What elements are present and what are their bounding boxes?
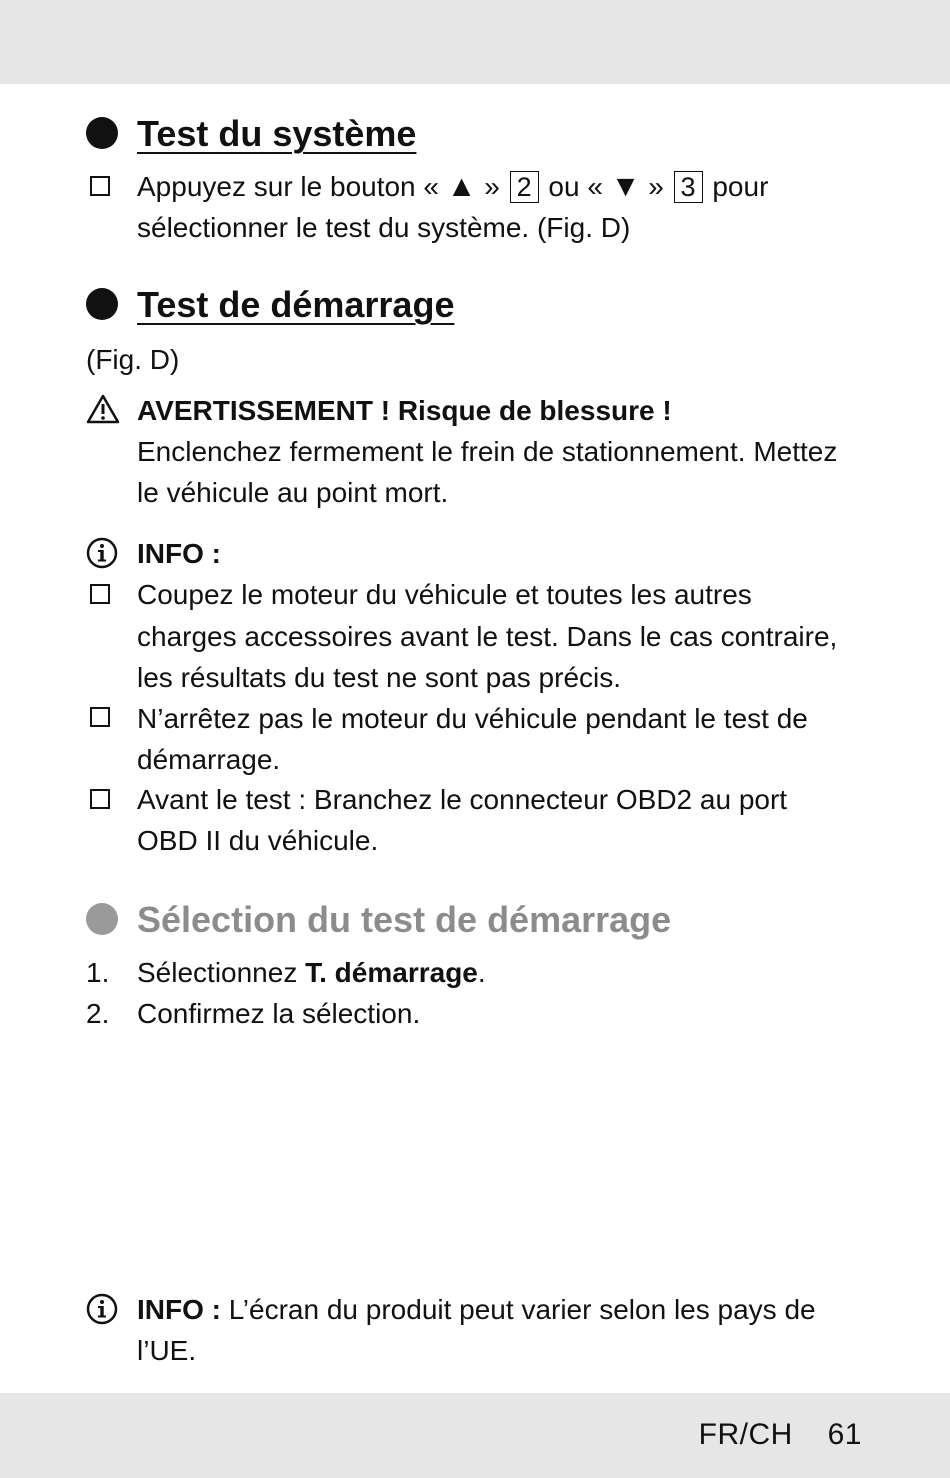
info-item-line: OBD II du véhicule. [137, 825, 379, 856]
step-text-line2: sélectionner le test du système. (Fig. D) [137, 212, 631, 243]
checkbox-bullet [90, 584, 110, 604]
step-text-part: ou « [548, 171, 603, 202]
info-icon [86, 537, 118, 569]
step-text: Confirmez la sélection. [137, 998, 421, 1029]
info-text: L’écran du produit peut varier selon les pays de [228, 1294, 816, 1325]
info-item-line: Avant le test : Branchez le connecteur OBD2 au port [137, 784, 788, 815]
info-icon [86, 1293, 118, 1325]
bottom-info-line2: l’UE. [137, 1335, 197, 1366]
info-item-line: démarrage. [137, 744, 281, 775]
step-text-part: » [648, 171, 664, 202]
up-arrow-icon: ▲ [446, 170, 477, 203]
section-bullet [86, 903, 118, 935]
info-item-line: N’arrêtez pas le moteur du véhicule pendant le test de [137, 703, 808, 734]
step-number: 2. [86, 998, 110, 1029]
step-text-part: . [477, 957, 486, 988]
page-number: 61 [827, 1418, 862, 1451]
info-item-line: les résultats du test ne sont pas précis. [137, 662, 622, 693]
info-item-line: charges accessoires avant le test. Dans le cas contraire, [137, 621, 838, 652]
section-bullet [86, 117, 118, 149]
step-text [137, 166, 862, 207]
checkbox-bullet [90, 789, 110, 809]
warning-text-line1: Enclenchez fermement le frein de stationnement. Mettez [137, 436, 838, 467]
key-label-3: 3 [674, 171, 703, 203]
warning-title: AVERTISSEMENT ! Risque de blessure ! [137, 395, 672, 426]
page-footer [699, 1418, 862, 1452]
checkbox-bullet [90, 176, 110, 196]
section-title-start-test: Test de démarrage [137, 284, 455, 325]
step-text-part: Sélectionnez [137, 957, 298, 988]
section-title-system-test: Test du système [137, 113, 417, 154]
step-text-bold: T. démarrage [305, 957, 478, 988]
step-text-part: pour [712, 171, 769, 202]
step-text-part: » [484, 171, 500, 202]
info-label: INFO : [137, 1294, 221, 1325]
step-text-part: Appuyez sur le bouton « [137, 171, 439, 202]
figure-reference: (Fig. D) [86, 344, 180, 375]
step-number: 1. [86, 957, 110, 988]
section-bullet [86, 288, 118, 320]
key-label-2: 2 [510, 171, 539, 203]
info-item-line: Coupez le moteur du véhicule et toutes les autres [137, 579, 752, 610]
warning-text-line2: le véhicule au point mort. [137, 477, 449, 508]
language-code: FR/CH [698, 1418, 793, 1451]
info-label: INFO : [137, 538, 221, 569]
step-text [137, 952, 862, 993]
top-band [0, 0, 950, 84]
checkbox-bullet [90, 707, 110, 727]
down-arrow-icon: ▼ [610, 170, 641, 203]
section-title-start-test-selection: Sélection du test de démarrage [137, 899, 672, 940]
warning-triangle-icon [86, 394, 120, 424]
bottom-info-line1 [137, 1289, 862, 1330]
